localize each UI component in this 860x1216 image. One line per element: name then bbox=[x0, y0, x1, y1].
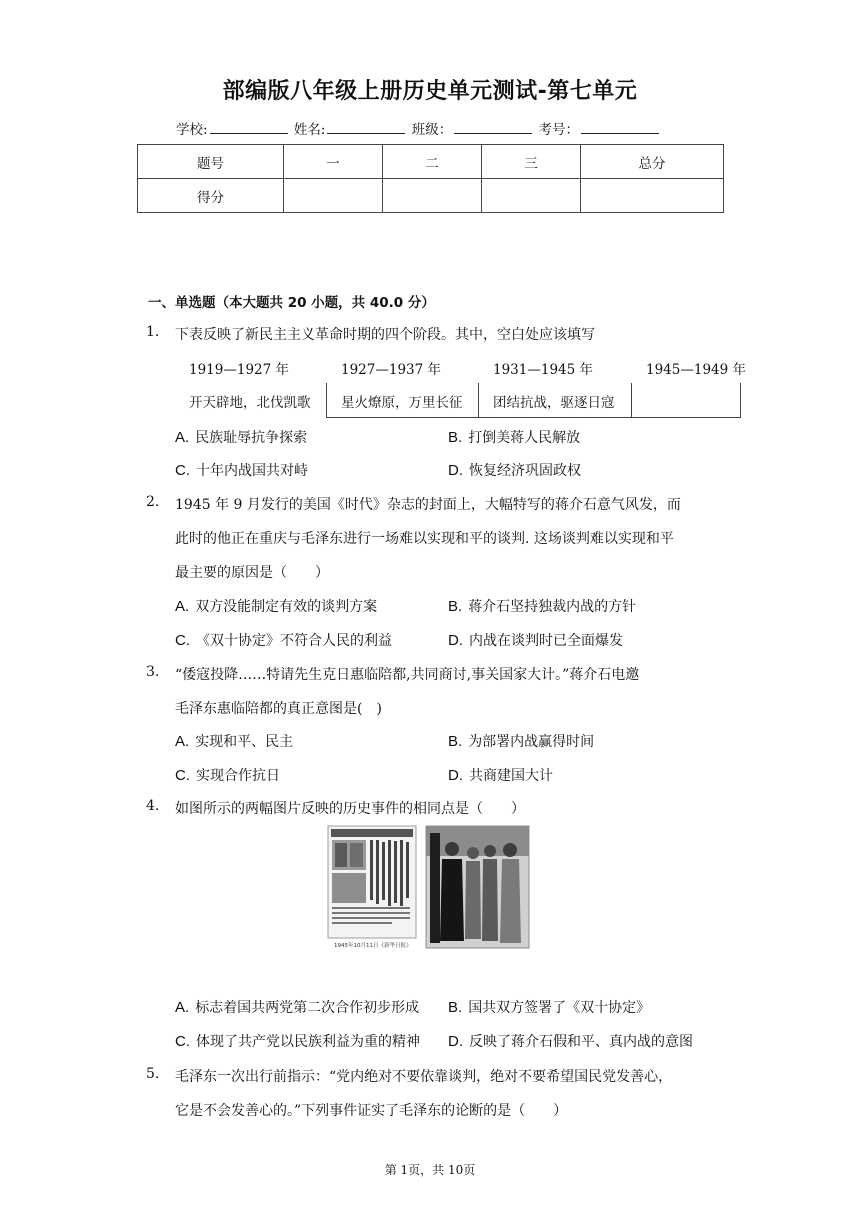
option-d[interactable]: D. 恢复经济巩固政权 bbox=[448, 462, 581, 479]
page-footer: 第 1页，共 10页 bbox=[384, 1163, 476, 1177]
historical-photos-figure bbox=[326, 823, 531, 951]
score-cell bbox=[383, 179, 482, 213]
photo-image bbox=[426, 826, 529, 948]
table-bottom-line bbox=[326, 417, 741, 418]
score-cell bbox=[581, 179, 724, 213]
option-a[interactable]: A. 双方没能制定有效的谈判方案 bbox=[175, 598, 378, 615]
option-c[interactable]: C. 体现了共产党以民族利益为重的精神 bbox=[175, 1033, 420, 1050]
option-b[interactable]: B. 打倒美蒋人民解放 bbox=[448, 429, 581, 446]
question-number: 4. bbox=[146, 798, 160, 814]
period-cell: 1927—1937 年 bbox=[341, 362, 442, 378]
name-blank bbox=[327, 121, 405, 134]
period-cell: 1919—1927 年 bbox=[189, 362, 290, 378]
question-stem: 下表反映了新民主主义革命时期的四个阶段。其中，空白处应该填写 bbox=[175, 327, 595, 343]
question-number: 3. bbox=[146, 664, 160, 680]
score-cell bbox=[482, 179, 581, 213]
school-blank bbox=[210, 121, 288, 134]
section-title: 一、单选题（本大题共 20 小题，共 40.0 分） bbox=[148, 295, 435, 311]
question-number: 1. bbox=[146, 324, 160, 340]
class-blank bbox=[454, 121, 532, 134]
period-cell: 1945—1949 年 bbox=[646, 362, 747, 378]
event-cell: 星火燎原，万里长征 bbox=[341, 395, 463, 411]
newspaper-caption: 1945年10月11日《新华日报》 bbox=[334, 943, 412, 949]
exam-no-blank bbox=[581, 121, 659, 134]
event-cell: 开天辟地，北伐凯歌 bbox=[189, 395, 311, 411]
option-d[interactable]: D. 反映了蒋介石假和平、真内战的意图 bbox=[448, 1033, 693, 1050]
option-c[interactable]: C. 十年内战国共对峙 bbox=[175, 462, 308, 479]
option-b[interactable]: B. 国共双方签署了《双十协定》 bbox=[448, 999, 651, 1016]
table-divider bbox=[478, 383, 479, 417]
option-b[interactable]: B. 为部署内战赢得时间 bbox=[448, 733, 595, 750]
exam-no-label: 考号： bbox=[538, 122, 580, 138]
document-title: 部编版八年级上册历史单元测试-第七单元 bbox=[222, 79, 638, 104]
option-c[interactable]: C. 实现合作抗日 bbox=[175, 767, 280, 784]
class-label: 班级： bbox=[411, 122, 453, 138]
option-b[interactable]: B. 蒋介石坚持独裁内战的方针 bbox=[448, 598, 637, 615]
score-table-header-cell: 总分 bbox=[581, 145, 724, 179]
question-stem-line: 它是不会发善心的。”下列事件证实了毛泽东的论断的是（ ） bbox=[175, 1103, 568, 1119]
score-table-header-cell: 一 bbox=[284, 145, 383, 179]
option-c[interactable]: C. 《双十协定》不符合人民的利益 bbox=[175, 632, 392, 649]
option-a[interactable]: A. 标志着国共两党第二次合作初步形成 bbox=[175, 999, 420, 1016]
question-stem-line: “倭寇投降‥‥‥特请先生克日惠临陪都,共同商讨,事关国家大计。”蒋介石电邀 bbox=[175, 667, 640, 683]
score-table-score-row bbox=[138, 179, 724, 213]
score-row-label: 得分 bbox=[138, 179, 284, 213]
option-a[interactable]: A. 实现和平、民主 bbox=[175, 733, 294, 750]
score-cell bbox=[284, 179, 383, 213]
table-divider bbox=[740, 383, 741, 417]
question-stem-line: 1945 年 9 月发行的美国《时代》杂志的封面上，大幅特写的蒋介石意气风发，而 bbox=[175, 497, 681, 513]
name-label: 姓名: bbox=[293, 122, 326, 138]
option-a[interactable]: A. 民族耻辱抗争探索 bbox=[175, 429, 308, 446]
question-number: 2. bbox=[146, 494, 160, 510]
period-cell: 1931—1945 年 bbox=[493, 362, 594, 378]
score-table-header-cell: 题号 bbox=[138, 145, 284, 179]
student-info-line bbox=[176, 118, 661, 138]
question-stem: 如图所示的两幅图片反映的历史事件的相同点是（ ） bbox=[175, 801, 525, 817]
score-table-header-cell: 二 bbox=[383, 145, 482, 179]
question-stem-line: 最主要的原因是（ ） bbox=[175, 565, 329, 581]
question-stem-line: 此时的他正在重庆与毛泽东进行一场难以实现和平的谈判. 这场谈判难以实现和平 bbox=[175, 531, 674, 547]
school-label: 学校: bbox=[176, 122, 208, 138]
option-d[interactable]: D. 内战在谈判时已全面爆发 bbox=[448, 632, 623, 649]
question-stem-line: 毛泽东一次出行前指示：“党内绝对不要依靠谈判，绝对不要希望国民党发善心， bbox=[175, 1069, 673, 1085]
event-cell: 团结抗战，驱逐日寇 bbox=[493, 395, 615, 411]
question-stem-line: 毛泽东惠临陪都的真正意图是( ) bbox=[175, 701, 382, 717]
question-number: 5. bbox=[146, 1066, 160, 1082]
table-divider bbox=[326, 383, 327, 417]
table-divider bbox=[631, 383, 632, 417]
newspaper-image bbox=[328, 826, 416, 949]
score-table-header-row bbox=[138, 145, 724, 179]
option-d[interactable]: D. 共商建国大计 bbox=[448, 767, 553, 784]
score-table-header-cell: 三 bbox=[482, 145, 581, 179]
score-table bbox=[137, 144, 724, 213]
